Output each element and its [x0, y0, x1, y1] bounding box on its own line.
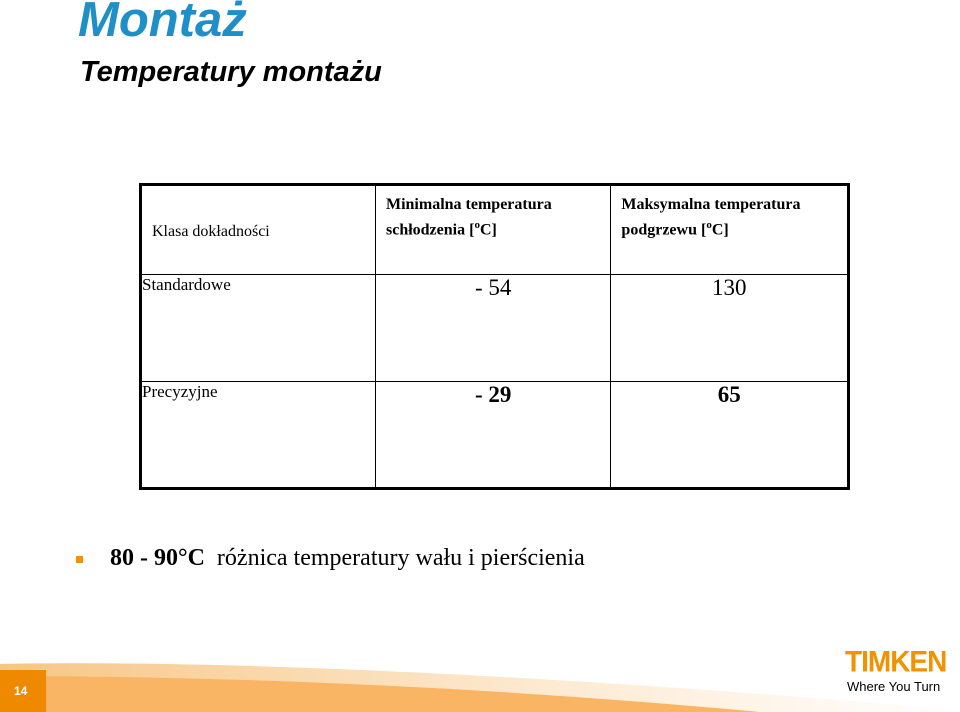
- table-row: [141, 275, 849, 382]
- slide-title: Montaż: [78, 0, 247, 47]
- bullet-note: [110, 545, 585, 572]
- degree-sup: o: [474, 219, 480, 231]
- header-min-temp-line1: Minimalna temperatura: [385, 196, 552, 213]
- row-label-standard: Standardowe: [141, 275, 376, 382]
- square-bullet-icon: [76, 556, 83, 563]
- min-temp-standard: - 54: [375, 275, 610, 382]
- header-min-temp-line2: schłodzenia [: [385, 221, 475, 239]
- row-label-precision: Precyzyjne: [141, 382, 376, 489]
- slide-subtitle: Temperatury montażu: [80, 56, 382, 88]
- max-temp-standard: 130: [611, 275, 849, 382]
- note-text: różnica temperatury wału i pierścienia: [216, 545, 585, 571]
- header-max-temp-line2: podgrzewu [: [621, 221, 707, 239]
- logo-wordmark: TIMKEN: [845, 645, 947, 678]
- degree-sup: o: [706, 219, 712, 231]
- timken-logo: [845, 645, 957, 694]
- header-accuracy-class: Klasa dokładności: [141, 185, 376, 275]
- logo-tagline: Where You Turn: [847, 679, 941, 694]
- header-min-temp: [375, 185, 610, 275]
- header-max-temp-unit: C]: [711, 221, 729, 239]
- header-max-temp: [611, 185, 849, 275]
- table-row: [141, 382, 849, 489]
- note-range: 80 - 90°C: [110, 545, 205, 571]
- min-temp-precision: - 29: [375, 382, 610, 489]
- header-min-temp-unit: C]: [479, 221, 497, 239]
- max-temp-precision: 65: [611, 382, 849, 489]
- temperature-table: [139, 183, 850, 490]
- footer-swoosh: [0, 640, 960, 712]
- header-max-temp-line1: Maksymalna temperatura: [621, 196, 801, 213]
- page-number: 14: [14, 684, 28, 698]
- table-header-row: [141, 185, 849, 275]
